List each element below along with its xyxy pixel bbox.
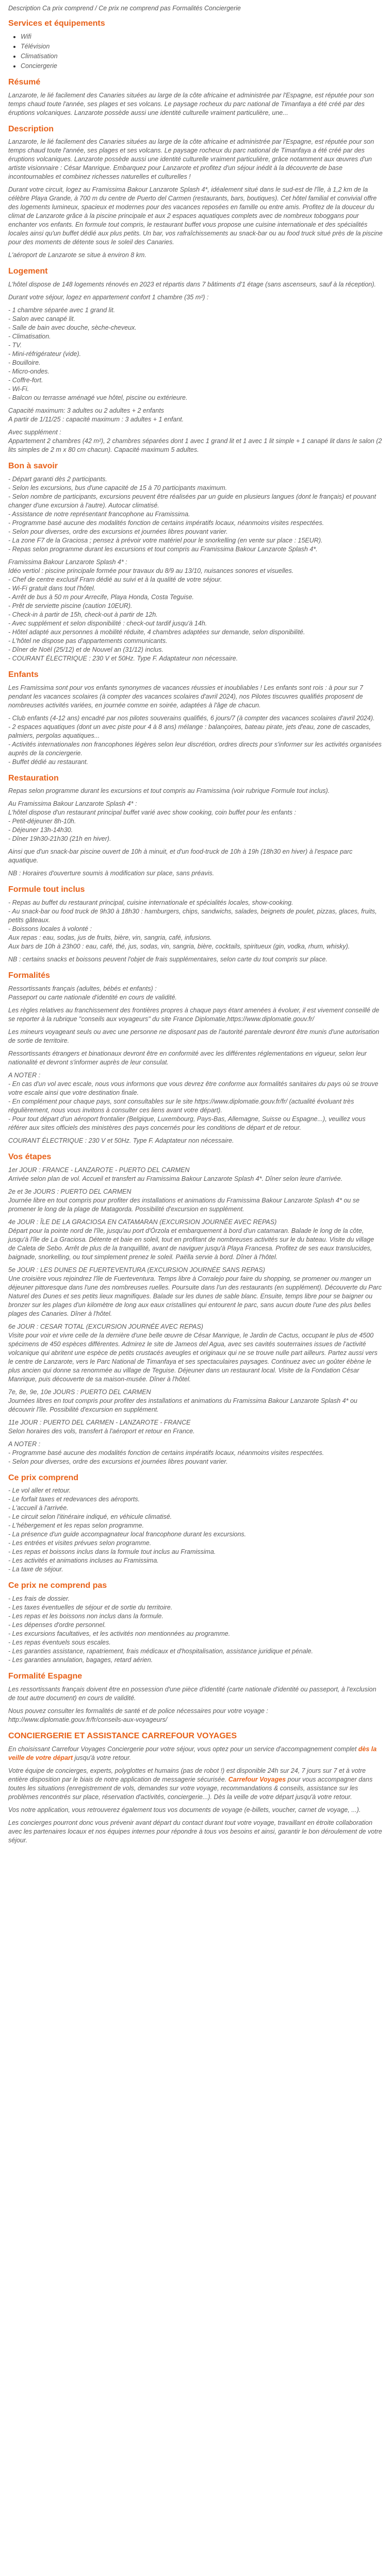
resume-heading: Résumé [8,77,41,87]
etape-day: 4e JOUR : ÎLE DE LA GRACIOSA EN CATAMARAN (EXCURSION JOURNÉE AVEC REPAS) Départ pour la pointe nord de l'île, jusqu'au port d'Órzola et embarquement à bord d'un catamaran. Balade le long de la côte, jusqu'à l'île de La Graciosa. Détente et baie en soleil, tout en profitant de nombreuses activités sur le du bateau. Visite du village de Caleta de Sebo. Arrêt de plus de la tranquillité, avant de naviguer jusqu'à Playa Francesa. Profitez de ses eaux translucides, baignade, snorkelling, ou tout simplement prenez le soleil. Paëlla servie à bord. Dîner à l'hôtel. [8,1218,374,1261]
conciergerie-brand: Carrefour Voyages [228,1775,286,1783]
formalites-heading: Formalités [8,971,50,980]
prix-ne-comprend-heading: Ce prix ne comprend pas [8,1581,107,1590]
conciergerie-section [8,1731,383,1845]
formule-paragraph: - Repas au buffet du restaurant principal, cuisine internationale et spécialités locales, show-cooking. - Au snack-bar ou food truck de 9h30 à 18h30 : hamburgers, chips, sandwichs, salades, beignets de poulet, pizzas, glaces, fruits, petits gâteaux. - Boissons locales à volonté : Aux repas : eau, sodas, jus de fruits, bière, vin, sangria, café, infusions. Aux bars de 10h à 23h00 : eau, café, thé, jus, sodas, vin, sangria, bière, cocktails, spiritueux (gin, vodka, rhum, whisky). [8,899,377,950]
prix-ne-comprend-section [8,1580,383,1665]
prix-comprend-heading: Ce prix comprend [8,1473,79,1482]
services-section [8,18,383,71]
resume-section [8,77,383,117]
etape-day: 2e et 3e JOURS : PUERTO DEL CARMEN Journée libre en tout compris pour profiter des installations et animations du Framissima Bakour Lanzarote Splash 4* ou se promener le long de la plage de Matagorda. Possibilité d'excursion en supplément. [8,1188,360,1213]
logement-paragraph: Durant votre séjour, logez en appartement confort 1 chambre (35 m²) : [8,294,209,301]
formalite-espagne-paragraph: Les ressortissants français doivent être en possession d'une pièce d'identité (carte nationale d'identité ou passeport, à l'exclusion de tout autre document) en cours de validité. [8,1685,378,1702]
services-heading: Services et équipements [8,19,105,28]
conciergerie-highlight: dès la veille de votre départ [8,1745,379,1761]
bon-a-savoir-paragraph: Framissima Bakour Lanzarote Splash 4* : Idéo vertiol : piscine principale formée pour travaux du 8/9 au 13/10, nuisances sonores et visuelles. - Chef de centre exclusif Fram dédié au suivi et à la qualité de votre séjour. - Wi-Fi gratuit dans tout l'hôtel. - Arrêt de bus à 50 m pour Arrecife, Playa Honda, Costa Teguise. - Prêt de serviette piscine (caution 10EUR). - Check-in à partir de 15h, check-out à partir de 12h. - Avec supplément et selon disponibilité : check-out tardif jusqu'à 14h. - Hôtel adapté aux personnes à mobilité réduite, 4 chambres adaptées sur demande, selon disponibilité. - L'hôtel ne dispose pas d'appartements communicants. - Dîner de Noël (25/12) et de Nouvel an (31/12) inclus. - COURANT ÉLECTRIQUE : 230 V et 50Hz. Type F. Adaptateur non nécessaire. [8,558,305,662]
description-paragraph: Lanzarote, le lié facilement des Canaries situées au large de la côte africaine et administrée par l'Espagne, est réputée pour son temps chaud toute l'année, ses plages et ses volcans. Le paysage rocheux du parc national de Timanfaya a été créé par des éruptions volcaniques. Lanzarote possède aussi une identité culturelle vraiment particulière, grâce notamment aux œuvres d'un artiste visionnaire : César Manrique. Embarquez pour Lanzarote et profitez d'un séjour inédit à la découverte de base incontournables et combinez richesses naturelles et culturelles ! [8,138,376,181]
etape-note: A NOTER : - Programme basé aucune des modalités fonction de certains impératifs locaux, néanmoins visites respectées. - Selon pour diverses, ordre des excursions et journées libres pouvant varier. [8,1440,324,1465]
logement-paragraph: L'hôtel dispose de 148 logements rénovés en 2023 et répartis dans 7 bâtiments d'1 étage (sans ascenseurs, sauf à la réception). [8,281,376,288]
service-item: • Conciergerie [21,62,383,71]
restauration-paragraph: Ainsi que d'un snack-bar piscine ouvert de 10h à minuit, et d'un food-truck de 10h à 19h (18h30 en hiver) à l'espace parc aquatique. [8,848,354,865]
formalite-espagne-heading: Formalité Espagne [8,1672,83,1681]
formalites-paragraph: Les mineurs voyageant seuls ou avec une personne ne disposant pas de l'autorité parentale devront être munis d'une autorisation de sortie de territoire. [8,1028,381,1044]
prix-comprend-list: - Le vol aller et retour. - Le forfait taxes et redevances des aéroports. - L'accueil à l'arrivée. - Le circuit selon l'itinéraire indiqué, en véhicule climatisé. - L'hébergement et les repas selon programme. - La présence d'un guide accompagnateur local francophone durant les excursions. - Les entrées et visites prévues selon programme. - Les repas et boissons inclus dans la formule tout inclus au Framissima. - Les activités et animations incluses au Framissima. - La taxe de séjour. [8,1487,247,1573]
etapes-section [8,1151,383,1466]
description-heading: Description [8,124,54,133]
resume-text: Lanzarote, le lié facilement des Canaries situées au large de la côte africaine et administrée par l'Espagne, est réputée pour son temps chaud toute l'année, ses plages et ses volcans. Le paysage rocheux du parc national de Timanfaya a été créé par des éruptions volcaniques. Lanzarote possède aussi une identité culturelle vraiment particulière, une... [8,91,376,116]
conciergerie-paragraph: En choisissant Carrefour Voyages Conciergerie pour votre séjour, vous optez pour un service d'accompagnement complet dès la veille de votre départ jusqu'à votre retour. [8,1745,379,1761]
formule-section [8,884,383,964]
description-paragraph: L'aéroport de Lanzarote se situe à environ 8 km. [8,251,146,259]
intro-line: Description Ca prix comprend / Ce prix ne comprend pas Formalités Conciergerie [8,5,241,12]
restauration-paragraph: Au Framissima Bakour Lanzarote Splash 4* : L'hôtel dispose d'un restaurant principal buffet varié avec show cooking, coin buffet pour les enfants : - Petit-déjeuner 8h-10h. - Déjeuner 13h-14h30. - Dîner 19h30-21h30 (21h en hiver). [8,800,296,843]
bon-a-savoir-heading: Bon à savoir [8,462,58,470]
description-section [8,124,383,260]
formule-heading: Formule tout inclus [8,885,85,894]
logement-amenities: - 1 chambre séparée avec 1 grand lit. - Salon avec canapé lit. - Salle de bain avec douche, sèche-cheveux. - Climatisation. - TV. - Mini-réfrigérateur (vide). - Bouilloire. - Micro-ondes. - Coffre-fort. - Wi-Fi. - Balcon ou terrasse aménagé vue hôtel, piscine ou extérieure. [8,307,188,401]
description-paragraph: Durant votre circuit, logez au Framissima Bakour Lanzarote Splash 4*, idéalement situé dans le sud-est de l'île, à 1,2 km de la célèbre Playa Grande, à 700 m du centre de Puerto del Carmen (restaurants, bars, boutiques). Cet hôtel familial et convivial offre des logements lumineux, spacieux et modernes pour des vacances reposées en famille ou entre amis. Profitez de la douceur du climat de Lanzarote grâce à la piscine principale et aux 2 espaces aquatiques complets avec de nombreux toboggans pour enchanter vos enfants. En formule tout compris, le restaurant buffet vous propose une cuisine internationale et des spécialités locales ainsi qu'un buffet dédié aux plus petits. Un bar, vos rafraîchissements au snack-bar ou au food truck situé près de la piscine pour des moments de détente sous le soleil des Canaries. [8,186,385,246]
enfants-paragraph: Les Framissima sont pour vos enfants synonymes de vacances réussies et inoubliables ! Les enfants sont rois : à pour sur 7 pendant les vacances scolaires (à compter des vacances scolaires d'avril 2024), nos Pilotes tiscuvres qualifiés proposent de nombreuses activités variées, en journée comme en soirée, adaptées à l'âge de chacun. [8,684,365,709]
etape-day: 7e, 8e, 9e, 10e JOURS : PUERTO DEL CARMEN Journées libres en tout compris pour profiter des installations et animations du Framissima Bakour Lanzarote Splash 4* ou découvrir l'île. Possibilité d'excursion en supplément. [8,1388,357,1413]
bon-a-savoir-section [8,461,383,663]
conciergerie-heading: CONCIERGERIE ET ASSISTANCE CARREFOUR VOYAGES [8,1731,237,1740]
etape-day: 11e JOUR : PUERTO DEL CARMEN - LANZAROTE - FRANCE Selon horaires des vols, transfert à l'aéroport et retour en France. [8,1418,195,1435]
conciergerie-paragraph: Vos notre application, vous retrouverez également tous vos documents de voyage (e-billets, voucher, carnet de voyage, ...). [8,1806,361,1814]
formalites-section [8,970,383,1145]
service-item: • Télévision [21,42,383,51]
formalites-paragraph: A NOTER : - En cas d'un vol avec escale, nous vous informons que vous devrez être conforme aux formalités sanitaires du pays où se trouve votre escale ainsi que votre destination finale. - En complément pour chaque pays, sont consultables sur le site https://www.diplomatie.gouv.fr/fr/ (actualité évoluant très régulièrement, nous vous invitons à consulter ces liens avant votre départ). - Pour tout départ d'un aéroport frontalier (Belgique, Luxembourg, Pays-Bas, Allemagne, Suisse ou Espagne...), veuillez vous référer aux sites officiels des ministères des pays concernés pour les conditions de départ et de retour. [8,1071,379,1131]
services-list [8,32,383,71]
etapes-heading: Vos étapes [8,1152,52,1161]
service-item: • Climatisation [21,52,383,61]
etape-day: 5e JOUR : LES DUNES DE FUERTEVENTURA (EXCURSION JOURNÉE SANS REPAS) Une croisière vous rejoindrez l'île de Fuerteventura. Temps libre à Corralejo pour faire du shopping, se promener ou manger un déjeuner pittoresque dans l'une des nombreuses ruelles. Poursuite dans l'un des restaurants (en supplément). Découverte du Parc Naturel des Dunes et ses petits lieux magnifiques. Balade sur les dunes de sable blanc. Ensuite, temps libre pour se baigner ou bronzer sur les plages d'un kilomètre de long aux eaux cristallines qui entourent le parc, sans aucun doute l'une des plus belles plages des Canaries. Dîner à l'hôtel. [8,1266,382,1317]
bon-a-savoir-paragraph: - Départ garanti dès 2 participants. - Selon les excursions, bus d'une capacité de 15 à 70 participants maximum. - Selon nombre de participants, excursions peuvent être réalisées par un guide en plusieurs langues (dont le français) et pouvant changer d'une excursion à l'autre). Autocar climatisé. - Assistance de notre représentant francophone au Framissima. - Programme basé aucune des modalités fonction de certains impératifs locaux, néanmoins visites respectées. - Selon pour diverses, ordre des excursions et journées libres pouvant varier. - La zone F7 de la Graciosa ; pensez à prévoir votre matériel pour le snorkelling (en vente sur place : 15EUR). - Repas selon programme durant les excursions et tout compris au Framissima Bakour Lanzarote Splash 4*. [8,475,376,553]
prix-comprend-section [8,1472,383,1574]
logement-supplement: Avec supplément : Appartement 2 chambres (42 m²), 2 chambres séparées dont 1 avec 1 grand lit et 1 avec 1 lit simple + 1 canapé lit dans le salon (2 lits simples de 2 m x 80 cm chacun). Capacité maximum 5 adultes. [8,429,382,453]
restauration-paragraph: NB : Horaires d'ouverture soumis à modification sur place, sans préavis. [8,870,215,877]
bottom-spacer [8,1849,383,1853]
logement-section [8,266,383,454]
restauration-section [8,773,383,878]
enfants-section [8,669,383,767]
conciergerie-paragraph: Les concierges pourront donc vous prévenir avant départ du contact durant tout votre voyage, travaillant en étroite collaboration avec les partenaires locaux et nos équipes internes pour répondre à tous vos besoins et ainsi, garantir le bon déroulement de votre séjour. [8,1819,384,1844]
formalites-paragraph: Ressortissants français (adultes, bébés et enfants) : Passeport ou carte nationale d'identité en cours de validité. [8,985,177,1001]
logement-heading: Logement [8,267,48,276]
formule-paragraph: NB : certains snacks et boissons peuvent l'objet de frais supplémentaires, selon carte du tout compris sur place. [8,956,328,963]
restauration-heading: Restauration [8,773,59,783]
enfants-heading: Enfants [8,670,39,679]
prix-ne-comprend-list: - Les frais de dossier. - Les taxes éventuelles de séjour et de sortie du territoire. - Les repas et les boissons non inclus dans la formule. - Les dépenses d'ordre personnel. - Les excursions facultatives, et les activités non mentionnées au programme. - Les repas éventuels sous escales. - Les garanties assistance, rapatriement, frais médicaux et d'hospitalisation, assistance juridique et pénale. - Les garanties annulation, bagages, retard aérien. [8,1595,313,1664]
formalites-paragraph: Les règles relatives au franchissement des frontières propres à chaque pays étant amenées à évoluer, il est vivement conseillé de se reporter à la rubrique "conseils aux voyageurs" du site France Diplomatie,https://www.diplomatie.gouv.fr/ [8,1006,381,1023]
formalite-espagne-section [8,1671,383,1724]
logement-capacity: Capacité maximum: 3 adultes ou 2 adultes + 2 enfants A partir de 1/11/25 : capacité maximum : 3 adultes + 1 enfant. [8,407,184,423]
enfants-paragraph: - Club enfants (4-12 ans) encadré par nos pilotes souverains qualifiés, 6 jours/7 (à compter des vacances scolaires d'avril 2024). - 2 espaces aquatiques (dont un avec piste pour 4 à 8 ans) mélange : balançoires, bateau pirate, jets d'eau, zone de cascades, palmiers, pergolas aquatiques... - Activités internationales non francophones légères selon leur discrétion, ordres directs pour s'informer sur les activités organisées auprès de la conciergerie. - Buffet dédié au restaurant. [8,714,382,766]
etape-day: 6e JOUR : CESAR TOTAL (EXCURSION JOURNÉE AVEC REPAS) Visite pour voir et vivre celle de la dernière d'une belle œuvre de César Manrique, le Jardin de Cactus, occupant le plus de 4500 spécimens de 450 espèces différentes. Admirez le site de Jameos del Agua, avec ses cavités souterraines issues de l'activité volcanique qui abritent une espèce de petits crustacés aveugles et originaux qui ne se trouve nulle part ailleurs. Partez aussi vers le centre de Lanzarote, vers le Parc National de Timanfaya et ses spectaculaires paysages. Continuez avec un goûter ébène le plus ancien qui donne sa renommée au village de Teguise. Déjeuner dans un restaurant local. Visite de la Fondation César Manrique, puis découverte de sa maison-musée. Dîner à l'hôtel. [8,1323,378,1383]
formalite-espagne-paragraph: Nous pouvez consulter les formalités de santé et de police nécessaires pour votre voyage : http://www.diplomatie.gouv.fr/fr/conseils-aux-voyageurs/ [8,1707,270,1723]
formalites-paragraph: COURANT ÉLECTRIQUE : 230 V et 50Hz. Type F. Adaptateur non nécessaire. [8,1137,234,1144]
formalites-paragraph: Ressortissants étrangers et binationaux devront être en conformité avec les différentes réglementations en vigueur, selon leur nationalité et devront s'informer auprès de leur consulat. [8,1049,369,1066]
conciergerie-paragraph: Votre équipe de concierges, experts, polyglottes et humains (pas de robot !) est disponible 24h sur 24, 7 jours sur 7 et à votre entière disposition par le biais de notre application de messagerie sécurisée. Carrefour Voyages pour vous accompagner dans toutes les situations (enregistrement de vols, demandes sur votre voyage, recommandations & conseils, assistance sur les problèmes rencontrés sur place, réservation d'activités, conciergerie...). Dès la veille de votre départ jusqu'à votre retour. [8,1767,374,1801]
etape-day: 1er JOUR : FRANCE - LANZAROTE - PUERTO DEL CARMEN Arrivée selon plan de vol. Accueil et transfert au Framissima Bakour Lanzarote Splash 4*. Dîner selon leure d'arrivée. [8,1166,343,1182]
service-item: • Wifi [21,32,383,41]
restauration-paragraph: Repas selon programme durant les excursions et tout compris au Framissima (voir rubrique Formule tout inclus). [8,787,330,795]
